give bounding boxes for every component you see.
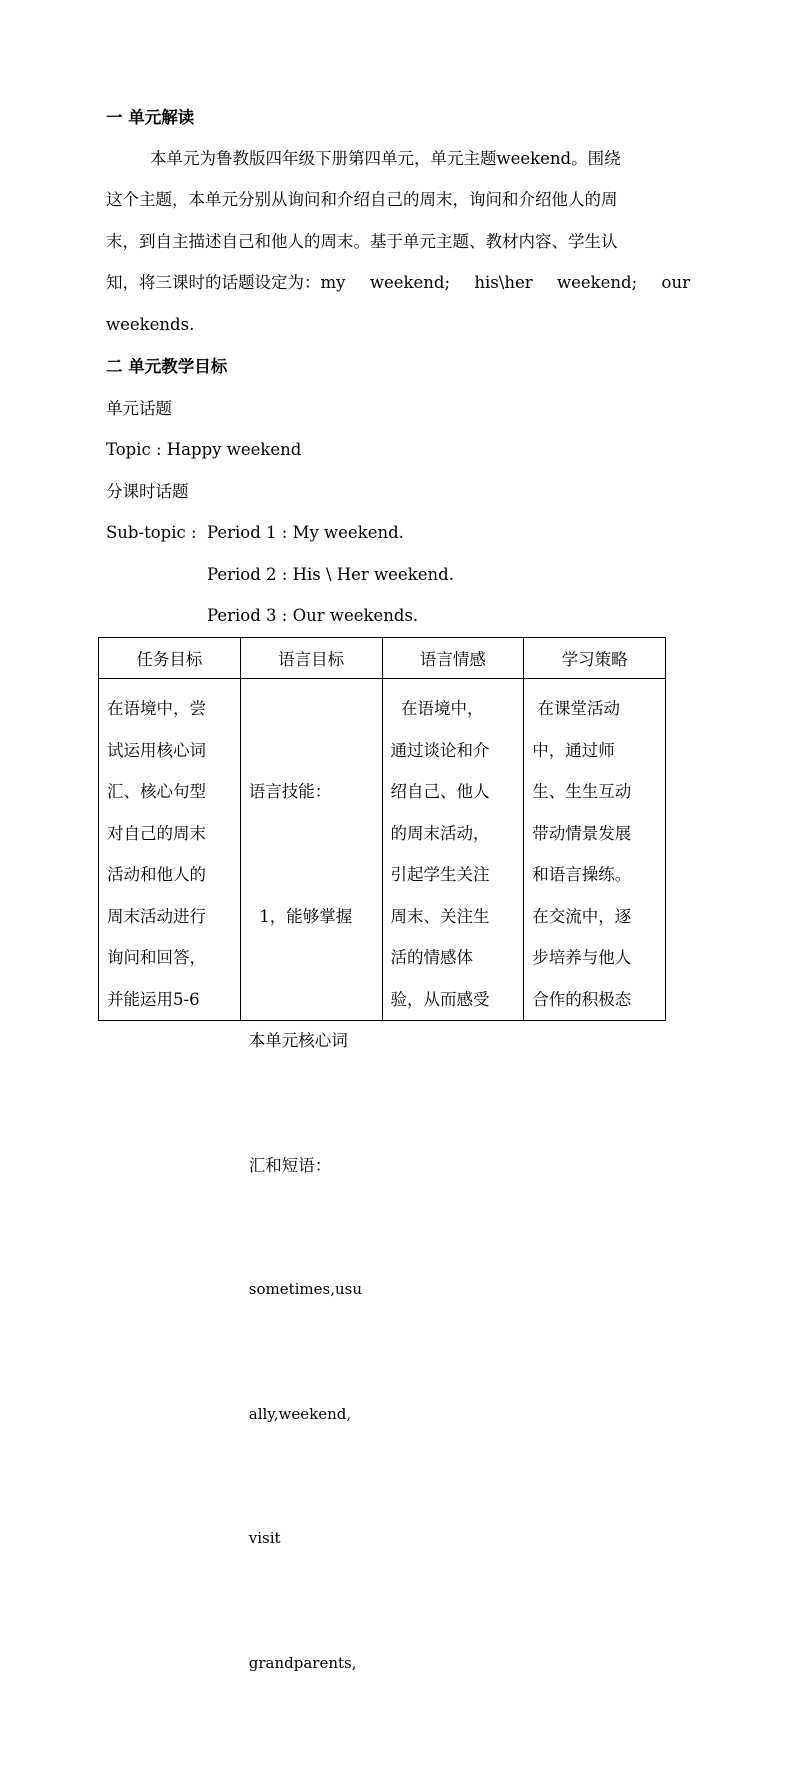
cell-line: 中，通过师 [532, 740, 615, 760]
cell-line: 验，从而感受 [390, 989, 490, 1009]
line-4-part: weekend; [556, 273, 638, 292]
cell-line: 带动情景发展 [532, 823, 632, 843]
cell-line: sometimes,usu [248, 1280, 362, 1298]
cell-line: 试运用核心词 [107, 740, 206, 760]
sub-topic-label: 分课时话题 [106, 482, 189, 501]
paragraph-line-4 [106, 272, 690, 294]
cell-line: 在语境中， [390, 699, 484, 718]
sub-topic-line: Sub-topic : Period 1 : My weekend. [106, 523, 404, 542]
cell-line: 并能运用5-6 [107, 989, 200, 1009]
cell-line: 在交流中，逐 [532, 906, 632, 926]
period-2-line: Period 2 : His \ Her weekend. [207, 565, 454, 584]
cell-line: 的周末活动， [390, 823, 490, 843]
task-goal-cell [99, 679, 241, 1021]
cell-line: visit [248, 1529, 281, 1547]
cell-line: grandparents, [248, 1653, 357, 1672]
cell-line: 合作的积极态 [532, 989, 632, 1009]
cell-line: 和语言操练。 [532, 865, 632, 884]
cell-line: 周末活动进行 [107, 906, 206, 926]
cell-line: 生、生生互动 [532, 782, 632, 801]
line-4-part: weekend; [369, 273, 451, 292]
paragraph-line-3: 末，到自主描述自己和他人的周末。基于单元主题、教材内容、学生认 [106, 232, 618, 251]
cell-line: 周末、关注生 [390, 906, 490, 926]
header-task-goal: 任务目标 [99, 638, 241, 679]
line-4-part: 知，将三课时的话题设定为：my [106, 273, 346, 292]
cell-line: 询问和回答， [107, 948, 206, 967]
cell-line: 汇、核心句型 [107, 782, 206, 801]
objectives-table [98, 637, 666, 1672]
cell-line: 绍自己、他人 [390, 782, 490, 801]
cell-line: 活的情感体 [390, 948, 473, 967]
paragraph-line-1: 本单元为鲁教版四年级下册第四单元，单元主题weekend。围绕 [150, 149, 621, 168]
language-emotion-cell [382, 679, 524, 1021]
cell-line: 步培养与他人 [532, 948, 632, 967]
header-language-emotion: 语言情感 [382, 638, 524, 679]
section1-paragraph [106, 148, 690, 338]
cell-line: 1，能够掌握 [248, 906, 353, 926]
topic-line: Topic : Happy weekend [106, 440, 302, 459]
period-3-line: Period 3 : Our weekends. [207, 606, 419, 625]
cell-line: 在语境中，尝 [107, 699, 206, 718]
table-row [99, 679, 666, 1021]
header-language-goal: 语言目标 [240, 638, 382, 679]
cell-line: 活动和他人的 [107, 865, 206, 884]
header-learning-strategy: 学习策略 [524, 638, 666, 679]
cell-line: 对自己的周末 [107, 823, 206, 843]
cell-line: 语言技能： [248, 782, 332, 801]
section2-heading: 二 单元教学目标 [106, 357, 228, 376]
cell-line: 在课堂活动 [532, 699, 620, 718]
line-4-part: our [661, 273, 690, 292]
learning-strategy-cell [524, 679, 666, 1021]
unit-topic-label: 单元话题 [106, 399, 172, 418]
cell-line: 汇和短语： [248, 1155, 332, 1175]
language-goal-cell [240, 679, 382, 1672]
table-header-row [99, 638, 666, 679]
paragraph-line-2: 这个主题，本单元分别从询问和介绍自己的周末，询问和介绍他人的周 [106, 190, 618, 209]
cell-line: 引起学生关注 [390, 865, 490, 884]
cell-line: ally,weekend, [248, 1404, 352, 1423]
section1-heading: 一 单元解读 [106, 108, 195, 127]
paragraph-line-5: weekends. [106, 315, 195, 334]
line-4-part: his\her [474, 273, 533, 292]
cell-line: 通过谈论和介 [390, 740, 490, 760]
cell-line: 本单元核心词 [248, 1031, 348, 1050]
